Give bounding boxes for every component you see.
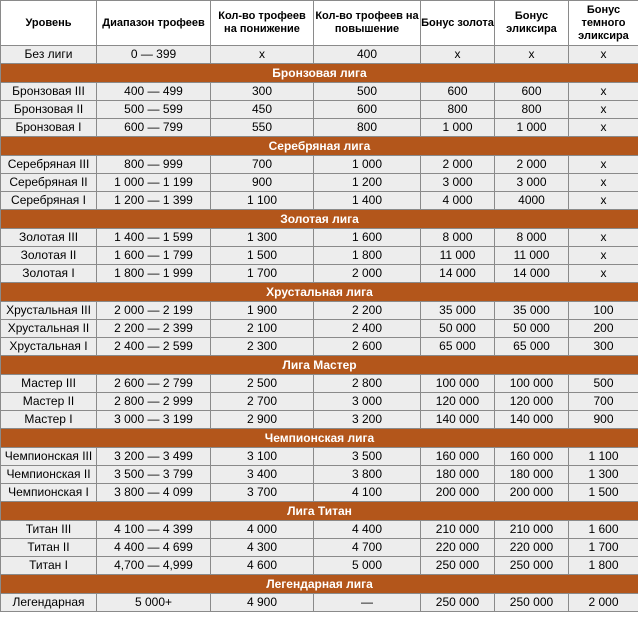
- cell-elixir-bonus: 14 000: [495, 265, 569, 283]
- cell-dark-elixir-bonus: 1 700: [569, 539, 638, 557]
- cell-promotion: 2 800: [314, 375, 421, 393]
- cell-gold-bonus: 250 000: [421, 594, 495, 612]
- cell-gold-bonus: 35 000: [421, 302, 495, 320]
- table-row: [1, 521, 638, 539]
- cell-level: Серебряная I: [1, 192, 97, 210]
- cell-level: Чемпионская II: [1, 466, 97, 484]
- cell-demotion: 2 900: [211, 411, 314, 429]
- cell-promotion: 800: [314, 119, 421, 137]
- cell-elixir-bonus: 4000: [495, 192, 569, 210]
- cell-dark-elixir-bonus: 1 300: [569, 466, 638, 484]
- cell-dark-elixir-bonus: 100: [569, 302, 638, 320]
- cell-promotion: 3 500: [314, 448, 421, 466]
- table-row: [1, 247, 638, 265]
- table-row: [1, 101, 638, 119]
- cell-dark-elixir-bonus: x: [569, 192, 638, 210]
- cell-demotion: 3 700: [211, 484, 314, 502]
- table-row: [1, 539, 638, 557]
- cell-gold-bonus: 160 000: [421, 448, 495, 466]
- cell-promotion: 5 000: [314, 557, 421, 575]
- cell-promotion: 1 400: [314, 192, 421, 210]
- league-section-title: Бронзовая лига: [1, 64, 638, 83]
- table-row: [1, 557, 638, 575]
- table-row: [1, 229, 638, 247]
- cell-level: Золотая III: [1, 229, 97, 247]
- cell-demotion: 1 900: [211, 302, 314, 320]
- cell-trophy-range: 0 — 399: [97, 46, 211, 64]
- league-section-header: [1, 64, 638, 83]
- cell-trophy-range: 500 — 599: [97, 101, 211, 119]
- cell-elixir-bonus: 180 000: [495, 466, 569, 484]
- cell-promotion: 3 200: [314, 411, 421, 429]
- table-row: [1, 466, 638, 484]
- cell-trophy-range: 400 — 499: [97, 83, 211, 101]
- cell-demotion: 2 100: [211, 320, 314, 338]
- table-row: [1, 83, 638, 101]
- cell-gold-bonus: 1 000: [421, 119, 495, 137]
- cell-promotion: —: [314, 594, 421, 612]
- cell-dark-elixir-bonus: 1 500: [569, 484, 638, 502]
- cell-demotion: 550: [211, 119, 314, 137]
- league-section-header: [1, 210, 638, 229]
- cell-level: Бронзовая III: [1, 83, 97, 101]
- table-row: [1, 393, 638, 411]
- table-row: [1, 448, 638, 466]
- cell-demotion: 700: [211, 156, 314, 174]
- cell-level: Хрустальная I: [1, 338, 97, 356]
- cell-dark-elixir-bonus: x: [569, 46, 638, 64]
- cell-gold-bonus: 11 000: [421, 247, 495, 265]
- table-row: [1, 302, 638, 320]
- table-row: [1, 411, 638, 429]
- cell-demotion: 1 300: [211, 229, 314, 247]
- league-section-title: Лига Титан: [1, 502, 638, 521]
- cell-elixir-bonus: 160 000: [495, 448, 569, 466]
- table-row: [1, 265, 638, 283]
- cell-dark-elixir-bonus: x: [569, 247, 638, 265]
- cell-level: Мастер III: [1, 375, 97, 393]
- cell-promotion: 4 700: [314, 539, 421, 557]
- cell-dark-elixir-bonus: 700: [569, 393, 638, 411]
- league-section-header: [1, 429, 638, 448]
- cell-demotion: 1 100: [211, 192, 314, 210]
- cell-level: Чемпионская III: [1, 448, 97, 466]
- cell-demotion: 3 100: [211, 448, 314, 466]
- cell-level: Серебряная II: [1, 174, 97, 192]
- table-row: [1, 119, 638, 137]
- cell-dark-elixir-bonus: x: [569, 101, 638, 119]
- cell-trophy-range: 5 000+: [97, 594, 211, 612]
- cell-trophy-range: 1 200 — 1 399: [97, 192, 211, 210]
- table-row: [1, 156, 638, 174]
- cell-elixir-bonus: 250 000: [495, 557, 569, 575]
- league-section-title: Чемпионская лига: [1, 429, 638, 448]
- cell-level: Бронзовая II: [1, 101, 97, 119]
- header-elixir-bonus: Бонус эликсира: [495, 1, 569, 46]
- header-promotion-trophies: Кол-во трофеев на повышение: [314, 1, 421, 46]
- cell-promotion: 600: [314, 101, 421, 119]
- cell-promotion: 500: [314, 83, 421, 101]
- cell-dark-elixir-bonus: 900: [569, 411, 638, 429]
- cell-dark-elixir-bonus: x: [569, 119, 638, 137]
- cell-dark-elixir-bonus: x: [569, 265, 638, 283]
- cell-promotion: 1 800: [314, 247, 421, 265]
- cell-elixir-bonus: 1 000: [495, 119, 569, 137]
- cell-dark-elixir-bonus: x: [569, 83, 638, 101]
- cell-elixir-bonus: 210 000: [495, 521, 569, 539]
- cell-level: Бронзовая I: [1, 119, 97, 137]
- cell-demotion: 4 600: [211, 557, 314, 575]
- cell-level: Хрустальная III: [1, 302, 97, 320]
- cell-dark-elixir-bonus: 1 100: [569, 448, 638, 466]
- cell-elixir-bonus: 800: [495, 101, 569, 119]
- cell-promotion: 1 600: [314, 229, 421, 247]
- cell-gold-bonus: 220 000: [421, 539, 495, 557]
- cell-dark-elixir-bonus: 1 800: [569, 557, 638, 575]
- league-section-header: [1, 502, 638, 521]
- cell-dark-elixir-bonus: 500: [569, 375, 638, 393]
- cell-promotion: 3 800: [314, 466, 421, 484]
- cell-promotion: 400: [314, 46, 421, 64]
- cell-demotion: 450: [211, 101, 314, 119]
- cell-level: Чемпионская I: [1, 484, 97, 502]
- cell-trophy-range: 3 800 — 4 099: [97, 484, 211, 502]
- cell-gold-bonus: 210 000: [421, 521, 495, 539]
- cell-elixir-bonus: 140 000: [495, 411, 569, 429]
- cell-trophy-range: 4 100 — 4 399: [97, 521, 211, 539]
- cell-promotion: 2 000: [314, 265, 421, 283]
- cell-trophy-range: 4,700 — 4,999: [97, 557, 211, 575]
- table-row: [1, 174, 638, 192]
- cell-level: Титан II: [1, 539, 97, 557]
- table-row: [1, 320, 638, 338]
- cell-dark-elixir-bonus: x: [569, 174, 638, 192]
- table-row: [1, 338, 638, 356]
- cell-elixir-bonus: 2 000: [495, 156, 569, 174]
- cell-gold-bonus: x: [421, 46, 495, 64]
- cell-gold-bonus: 65 000: [421, 338, 495, 356]
- cell-elixir-bonus: 100 000: [495, 375, 569, 393]
- cell-gold-bonus: 800: [421, 101, 495, 119]
- league-section-title: Легендарная лига: [1, 575, 638, 594]
- cell-gold-bonus: 600: [421, 83, 495, 101]
- cell-demotion: 4 300: [211, 539, 314, 557]
- cell-demotion: 2 700: [211, 393, 314, 411]
- table-row: [1, 192, 638, 210]
- cell-demotion: 300: [211, 83, 314, 101]
- cell-elixir-bonus: 35 000: [495, 302, 569, 320]
- cell-gold-bonus: 3 000: [421, 174, 495, 192]
- cell-gold-bonus: 2 000: [421, 156, 495, 174]
- table-row: [1, 46, 638, 64]
- cell-level: Мастер I: [1, 411, 97, 429]
- cell-trophy-range: 1 400 — 1 599: [97, 229, 211, 247]
- cell-demotion: 2 300: [211, 338, 314, 356]
- cell-elixir-bonus: 200 000: [495, 484, 569, 502]
- header-row: [1, 1, 638, 46]
- cell-promotion: 2 200: [314, 302, 421, 320]
- cell-demotion: 2 500: [211, 375, 314, 393]
- cell-elixir-bonus: 65 000: [495, 338, 569, 356]
- cell-demotion: x: [211, 46, 314, 64]
- header-dark-elixir-bonus: Бонус темного эликсира: [569, 1, 638, 46]
- cell-trophy-range: 800 — 999: [97, 156, 211, 174]
- cell-dark-elixir-bonus: 1 600: [569, 521, 638, 539]
- league-section-header: [1, 575, 638, 594]
- league-section-title: Хрустальная лига: [1, 283, 638, 302]
- cell-demotion: 1 700: [211, 265, 314, 283]
- cell-trophy-range: 3 000 — 3 199: [97, 411, 211, 429]
- cell-demotion: 1 500: [211, 247, 314, 265]
- league-section-header: [1, 283, 638, 302]
- cell-trophy-range: 3 500 — 3 799: [97, 466, 211, 484]
- header-level: Уровень: [1, 1, 97, 46]
- header-gold-bonus: Бонус золота: [421, 1, 495, 46]
- table-body: [1, 46, 638, 612]
- cell-trophy-range: 600 — 799: [97, 119, 211, 137]
- table-row: [1, 375, 638, 393]
- league-section-title: Золотая лига: [1, 210, 638, 229]
- cell-promotion: 2 600: [314, 338, 421, 356]
- cell-trophy-range: 2 200 — 2 399: [97, 320, 211, 338]
- cell-promotion: 1 000: [314, 156, 421, 174]
- cell-gold-bonus: 8 000: [421, 229, 495, 247]
- cell-elixir-bonus: 600: [495, 83, 569, 101]
- cell-dark-elixir-bonus: 2 000: [569, 594, 638, 612]
- table-row: [1, 484, 638, 502]
- cell-gold-bonus: 250 000: [421, 557, 495, 575]
- cell-trophy-range: 2 400 — 2 599: [97, 338, 211, 356]
- cell-level: Титан I: [1, 557, 97, 575]
- cell-trophy-range: 4 400 — 4 699: [97, 539, 211, 557]
- cell-gold-bonus: 50 000: [421, 320, 495, 338]
- cell-trophy-range: 1 800 — 1 999: [97, 265, 211, 283]
- cell-level: Золотая II: [1, 247, 97, 265]
- header-demotion-trophies: Кол-во трофеев на понижение: [211, 1, 314, 46]
- cell-level: Титан III: [1, 521, 97, 539]
- cell-promotion: 2 400: [314, 320, 421, 338]
- cell-dark-elixir-bonus: x: [569, 156, 638, 174]
- cell-level: Серебряная III: [1, 156, 97, 174]
- cell-dark-elixir-bonus: 200: [569, 320, 638, 338]
- cell-level: Золотая I: [1, 265, 97, 283]
- cell-level: Хрустальная II: [1, 320, 97, 338]
- cell-elixir-bonus: 3 000: [495, 174, 569, 192]
- cell-trophy-range: 1 600 — 1 799: [97, 247, 211, 265]
- cell-level: Без лиги: [1, 46, 97, 64]
- cell-elixir-bonus: 11 000: [495, 247, 569, 265]
- cell-promotion: 4 400: [314, 521, 421, 539]
- cell-demotion: 4 900: [211, 594, 314, 612]
- cell-demotion: 900: [211, 174, 314, 192]
- cell-gold-bonus: 4 000: [421, 192, 495, 210]
- cell-level: Мастер II: [1, 393, 97, 411]
- table-row: [1, 594, 638, 612]
- cell-level: Легендарная: [1, 594, 97, 612]
- cell-gold-bonus: 180 000: [421, 466, 495, 484]
- cell-elixir-bonus: 50 000: [495, 320, 569, 338]
- league-section-header: [1, 137, 638, 156]
- cell-dark-elixir-bonus: 300: [569, 338, 638, 356]
- cell-gold-bonus: 200 000: [421, 484, 495, 502]
- cell-elixir-bonus: x: [495, 46, 569, 64]
- cell-trophy-range: 1 000 — 1 199: [97, 174, 211, 192]
- cell-trophy-range: 2 000 — 2 199: [97, 302, 211, 320]
- cell-promotion: 4 100: [314, 484, 421, 502]
- cell-promotion: 3 000: [314, 393, 421, 411]
- cell-elixir-bonus: 8 000: [495, 229, 569, 247]
- cell-promotion: 1 200: [314, 174, 421, 192]
- cell-demotion: 3 400: [211, 466, 314, 484]
- cell-demotion: 4 000: [211, 521, 314, 539]
- cell-gold-bonus: 14 000: [421, 265, 495, 283]
- cell-dark-elixir-bonus: x: [569, 229, 638, 247]
- table-header: [1, 1, 638, 46]
- league-section-title: Лига Мастер: [1, 356, 638, 375]
- cell-trophy-range: 3 200 — 3 499: [97, 448, 211, 466]
- cell-trophy-range: 2 800 — 2 999: [97, 393, 211, 411]
- header-trophy-range: Диапазон трофеев: [97, 1, 211, 46]
- league-section-header: [1, 356, 638, 375]
- cell-elixir-bonus: 220 000: [495, 539, 569, 557]
- cell-elixir-bonus: 250 000: [495, 594, 569, 612]
- league-section-title: Серебряная лига: [1, 137, 638, 156]
- cell-elixir-bonus: 120 000: [495, 393, 569, 411]
- cell-gold-bonus: 100 000: [421, 375, 495, 393]
- cell-trophy-range: 2 600 — 2 799: [97, 375, 211, 393]
- cell-gold-bonus: 140 000: [421, 411, 495, 429]
- cell-gold-bonus: 120 000: [421, 393, 495, 411]
